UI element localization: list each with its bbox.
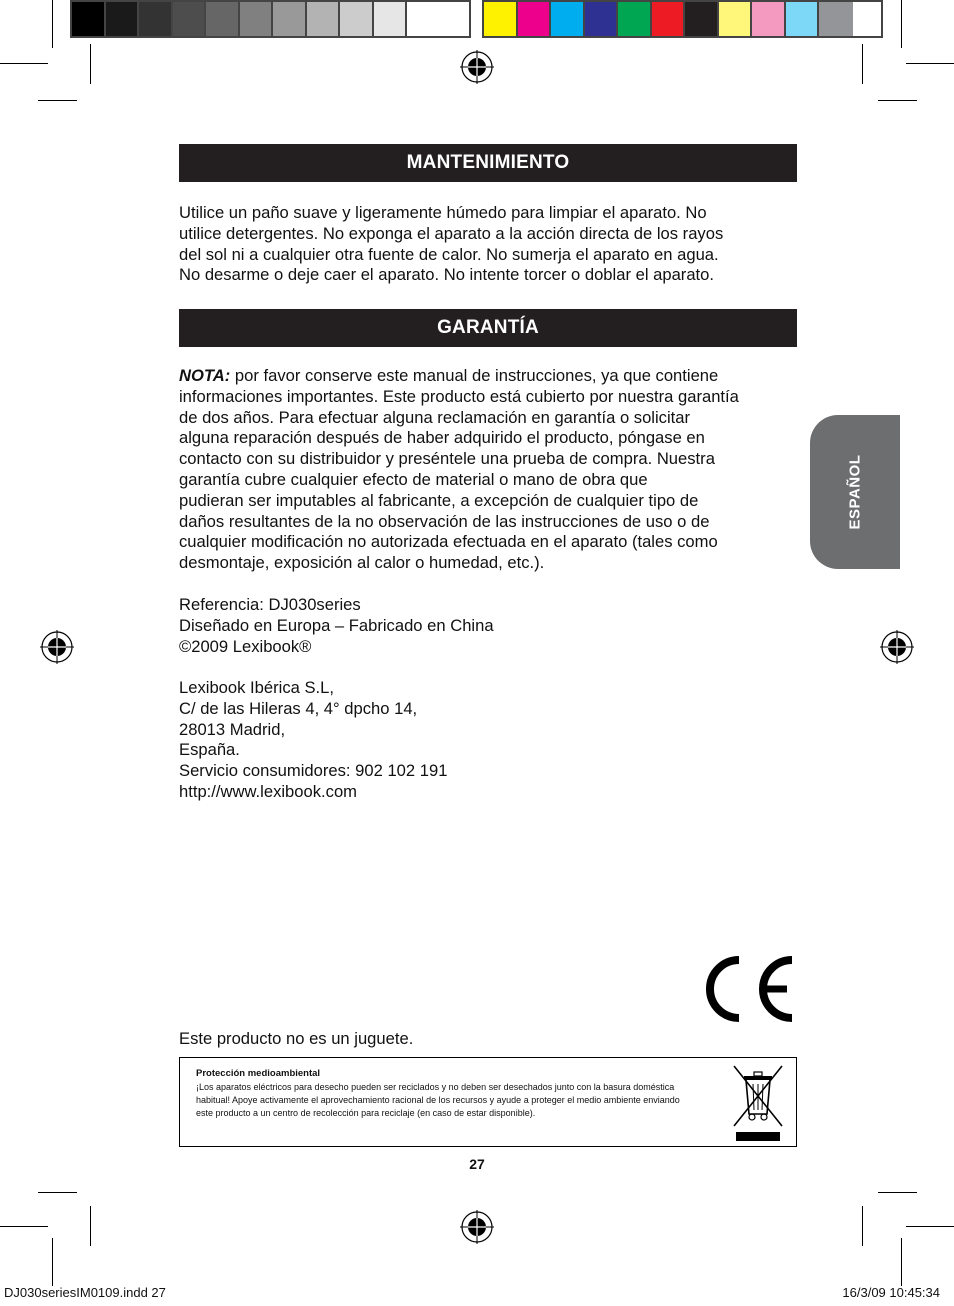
page-number: 27 xyxy=(469,1156,485,1172)
address-block xyxy=(179,678,797,803)
toy-notice xyxy=(179,1029,797,1050)
color-swatch xyxy=(786,2,820,36)
registration-mark-icon xyxy=(880,630,914,664)
paragraph-line: alguna reparación después de haber adquirido el producto, póngase en xyxy=(179,428,705,448)
color-swatch xyxy=(719,2,753,36)
color-swatch xyxy=(585,2,619,36)
language-tab-label: ESPAÑOL xyxy=(846,454,864,530)
section-title: GARANTÍA xyxy=(437,317,539,338)
environmental-notice-box xyxy=(179,1057,797,1147)
eco-text xyxy=(196,1081,706,1120)
gray-swatch xyxy=(407,2,441,36)
color-swatch xyxy=(752,2,786,36)
paragraph-line: contacto con su distribuidor y preséntele una prueba de compra. Nuestra xyxy=(179,449,715,469)
color-swatch xyxy=(551,2,585,36)
grayscale-calibration-bar xyxy=(70,0,471,38)
gray-swatch xyxy=(106,2,140,36)
section-header-mantenimiento xyxy=(179,144,797,182)
paragraph-line: pudieran ser imputables al fabricante, a excepción de cualquier tipo de xyxy=(179,490,699,510)
gray-swatch xyxy=(340,2,374,36)
section-header-garantia xyxy=(179,309,797,347)
color-swatch xyxy=(618,2,652,36)
paragraph-line: informaciones importantes. Este producto está cubierto por nuestra garantía xyxy=(179,386,739,406)
paragraph-line: daños resultantes de la no observación de las instrucciones de uso o de xyxy=(179,511,710,531)
street-line: C/ de las Hileras 4, 4° dpcho 14, xyxy=(179,698,418,718)
paragraph-line: cualquier modificación no autorizada efectuada en el aparato (tales como xyxy=(179,532,718,552)
mantenimiento-paragraph xyxy=(179,203,797,286)
paragraph-line: garantía cubre cualquier efecto de material o mano de obra que xyxy=(179,469,648,489)
garantia-paragraph xyxy=(179,366,797,574)
color-swatch xyxy=(652,2,686,36)
eco-text-line: ¡Los aparatos eléctricos para desecho pueden ser reciclados y no deben ser desechados junto con la basura doméstica xyxy=(196,1082,675,1092)
color-swatch xyxy=(685,2,719,36)
paragraph-line: Utilice un paño suave y ligeramente húmedo para limpiar el aparato. No xyxy=(179,203,707,222)
gray-swatch xyxy=(374,2,408,36)
ce-mark-icon xyxy=(695,952,797,1026)
gray-swatch xyxy=(273,2,307,36)
customer-service-line: Servicio consumidores: 902 102 191 xyxy=(179,761,448,781)
gray-swatch xyxy=(240,2,274,36)
origin-line: Diseñado en Europa – Fabricado en China xyxy=(179,615,494,635)
paragraph-line: del sol ni a cualquier otra fuente de calor. No sumerja el aparato en agua. xyxy=(179,244,719,264)
paragraph-line: utilice detergentes. No exponga el aparato a la acción directa de los rayos xyxy=(179,223,724,243)
paragraph-line: de dos años. Para efectuar alguna reclamación en garantía o solicitar xyxy=(179,407,691,427)
paragraph-line: No desarme o deje caer el aparato. No intente torcer o doblar el aparato. xyxy=(179,265,715,285)
color-swatch xyxy=(484,2,518,36)
toy-notice-text: Este producto no es un juguete. xyxy=(179,1029,414,1048)
weee-crossed-bin-icon xyxy=(730,1064,786,1144)
registration-mark-icon xyxy=(40,630,74,664)
color-swatch xyxy=(518,2,552,36)
footer-file-info: DJ030seriesIM0109.indd 27 xyxy=(4,1285,166,1300)
country-line: España. xyxy=(179,740,240,760)
color-swatch xyxy=(819,2,853,36)
footer-timestamp: 16/3/09 10:45:34 xyxy=(842,1285,940,1300)
website-link[interactable]: http://www.lexibook.com xyxy=(179,781,357,801)
registration-mark-icon xyxy=(460,1210,494,1244)
eco-text-line: este producto a un centro de recolección para reciclaje (en caso de estar disponible). xyxy=(196,1108,536,1118)
gray-swatch xyxy=(307,2,341,36)
gray-swatch xyxy=(139,2,173,36)
copyright-line: ©2009 Lexibook® xyxy=(179,636,312,656)
city-line: 28013 Madrid, xyxy=(179,719,286,739)
color-calibration-bar xyxy=(482,0,883,38)
paragraph-line: desmontaje, exposición al calor o humedad, etc.). xyxy=(179,553,545,573)
eco-text-line: habitual! Apoye activamente el aprovechamiento racional de los recursos y ayude a proteger el medio ambiente enviando xyxy=(196,1095,680,1105)
nota-label: NOTA: xyxy=(179,366,231,385)
registration-mark-icon xyxy=(460,50,494,84)
eco-title: Protección medioambiental xyxy=(196,1068,321,1079)
company-name: Lexibook Ibérica S.L, xyxy=(179,678,334,697)
gray-swatch xyxy=(173,2,207,36)
language-tab xyxy=(810,415,900,569)
reference-code: Referencia: DJ030series xyxy=(179,595,361,614)
gray-swatch xyxy=(206,2,240,36)
nota-text: por favor conserve este manual de instrucciones, ya que contiene xyxy=(230,366,719,385)
gray-swatch xyxy=(72,2,106,36)
reference-block xyxy=(179,595,797,657)
paragraph-line xyxy=(179,366,797,387)
section-title: MANTENIMIENTO xyxy=(406,152,570,173)
